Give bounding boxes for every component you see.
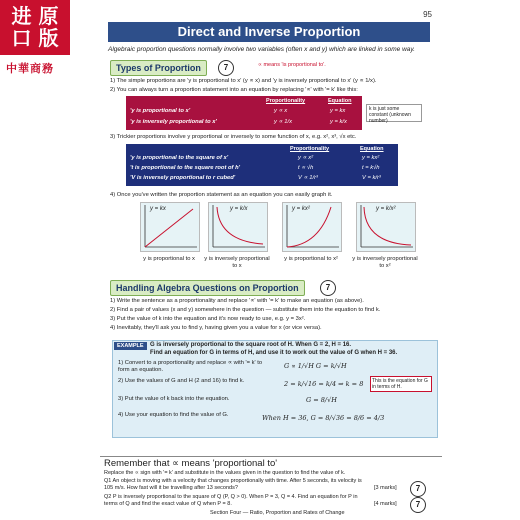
table-header: Proportionality bbox=[266, 98, 306, 104]
table-cell: y ∝ x bbox=[274, 108, 288, 114]
example-step: 4) Use your equation to find the value of G. bbox=[118, 412, 229, 418]
tricky-proportion-table bbox=[126, 144, 398, 186]
example-question-2: Find an equation for G in terms of H, and use it to work out the value of G when H = 36. bbox=[150, 350, 398, 356]
table-cell: y ∝ 1/x bbox=[274, 119, 292, 125]
table-row-label: 't is proportional to the square root of h' bbox=[130, 165, 240, 171]
example-math: When H = 36, G = 8/√36 = 8/6 = 4/3 bbox=[262, 414, 385, 422]
example-step: 3) Put the value of k back into the equation. bbox=[118, 396, 230, 402]
list-item: 3) Trickier proportions involve y proportional or inversely to some function of x, e.g. x², x³, √x etc. bbox=[110, 134, 357, 140]
graph-caption: y is inversely proportional to x² bbox=[352, 256, 418, 269]
list-item: 4) Inevitably, they'll ask you to find y, having given you a value for x (or vice versa). bbox=[110, 325, 322, 331]
grade-badge: 7 bbox=[410, 497, 426, 513]
example-math: G ∝ 1/√H G = k/√H bbox=[284, 362, 347, 370]
section-handling-algebra: Handling Algebra Questions on Proportion bbox=[110, 280, 305, 296]
table-header: Equation bbox=[360, 146, 384, 152]
graph-direct bbox=[140, 202, 200, 252]
example-step: 2) Use the values of G and H (2 and 16) to find k. bbox=[118, 378, 245, 384]
list-item: 4) Once you've written the proportion statement as an equation you can easily graph it. bbox=[110, 192, 333, 198]
remember-title: Remember that ∝ means 'proportional to' bbox=[104, 458, 278, 469]
page-title: Direct and Inverse Proportion bbox=[108, 22, 430, 42]
table-row-label: 'V is inversely proportional to r cubed' bbox=[130, 175, 236, 181]
table-cell: y = kx² bbox=[362, 155, 380, 161]
badge-line-2: 口 版 bbox=[11, 26, 59, 50]
table-header: Proportionality bbox=[290, 146, 330, 152]
publisher-name: 中華商務 bbox=[6, 62, 54, 75]
list-item: 2) You can always turn a proportion statement into an equation by replacing '∝' with '= k' like this: bbox=[110, 87, 358, 93]
page-number: 95 bbox=[423, 10, 432, 19]
badge-line-1: 进 原 bbox=[11, 4, 59, 28]
simple-proportion-table bbox=[126, 96, 362, 130]
graph-caption: y is proportional to x² bbox=[284, 256, 338, 262]
grade-badge: 7 bbox=[218, 60, 234, 76]
example-callout: This is the equation for G in terms of H. bbox=[370, 376, 432, 392]
graph-caption: y is proportional to x bbox=[143, 256, 195, 262]
table-header: Equation bbox=[328, 98, 352, 104]
example-step: 1) Convert to a proportionality and replace ∝ with '= k' to form an equation. bbox=[118, 360, 263, 373]
page-footer: Section Four — Ratio, Proportion and Rates of Change bbox=[210, 510, 345, 516]
remember-subtitle: Replace the ∝ sign with '= k' and substitute in the values given in the question to find the value of k. bbox=[104, 470, 346, 476]
table-cell: t ∝ √h bbox=[298, 165, 314, 171]
table-cell: t = k√h bbox=[362, 165, 380, 171]
table-cell: y ∝ x² bbox=[298, 155, 314, 161]
question-1-marks: [3 marks] bbox=[374, 485, 397, 491]
table-row-label: 'y is proportional to the square of x' bbox=[130, 155, 229, 161]
proportional-symbol-note: ∝ means 'is proportional to'. bbox=[258, 62, 326, 68]
graph-label: y = k/x² bbox=[376, 206, 396, 212]
example-tag: EXAMPLE bbox=[114, 342, 147, 350]
table-cell: y = k/x bbox=[330, 119, 347, 125]
table-cell: y = kx bbox=[330, 108, 346, 114]
question-2: Q2 P is inversely proportional to the square of Q (P, Q > 0). When P = 3, Q = 4. Find an equation for P in terms of Q and find the exact value of Q when P = 8. bbox=[104, 494, 358, 507]
question-1: Q1 An object is moving with a velocity that changes proportionally with time. After 5 seconds, its velocity is 105 m/s. How fast will it be travelling after 13 seconds? bbox=[104, 478, 362, 491]
table-row-label: 'y is inversely proportional to x' bbox=[130, 119, 217, 125]
list-item: 3) Put the value of k into the equation and it's now ready to use, e.g. y = 3x². bbox=[110, 316, 306, 322]
graph-square bbox=[282, 202, 342, 252]
graph-label: y = kx bbox=[150, 206, 166, 212]
section-types-of-proportion: Types of Proportion bbox=[110, 60, 207, 76]
table-cell: V = k/r³ bbox=[362, 175, 381, 181]
grade-badge: 7 bbox=[320, 280, 336, 296]
list-item: 1) Write the sentence as a proportionality and replace '∝' with '= k' to make an equation (as above). bbox=[110, 298, 364, 304]
question-2-marks: [4 marks] bbox=[374, 501, 397, 507]
constant-note: k is just some constant (unknown number) bbox=[366, 104, 422, 122]
graph-caption: y is inversely proportional to x bbox=[204, 256, 270, 269]
list-item: 1) The simple proportions are 'y is proportional to x' (y ∝ x) and 'y is inversely proportional to x' (y ∝ 1/x). bbox=[110, 78, 377, 84]
intro-text: Algebraic proportion questions normally involve two variables (often x and y) which are linked in some way. bbox=[108, 46, 415, 53]
example-math: G = 8/√H bbox=[306, 396, 337, 404]
grade-badge: 7 bbox=[410, 481, 426, 497]
table-cell: V ∝ 1/r³ bbox=[298, 175, 318, 181]
example-question-1: G is inversely proportional to the square root of H. When G = 2, H = 16. bbox=[150, 342, 352, 348]
graph-label: y = kx² bbox=[292, 206, 310, 212]
table-row-label: 'y is proportional to x' bbox=[130, 108, 191, 114]
brand-badge bbox=[0, 0, 70, 55]
list-item: 2) Find a pair of values (x and y) somewhere in the question — substitute them into the equation to find k. bbox=[110, 307, 381, 313]
example-math: 2 = k/√16 = k/4 ⇒ k = 8 bbox=[284, 380, 364, 388]
graph-label: y = k/x bbox=[230, 206, 248, 212]
